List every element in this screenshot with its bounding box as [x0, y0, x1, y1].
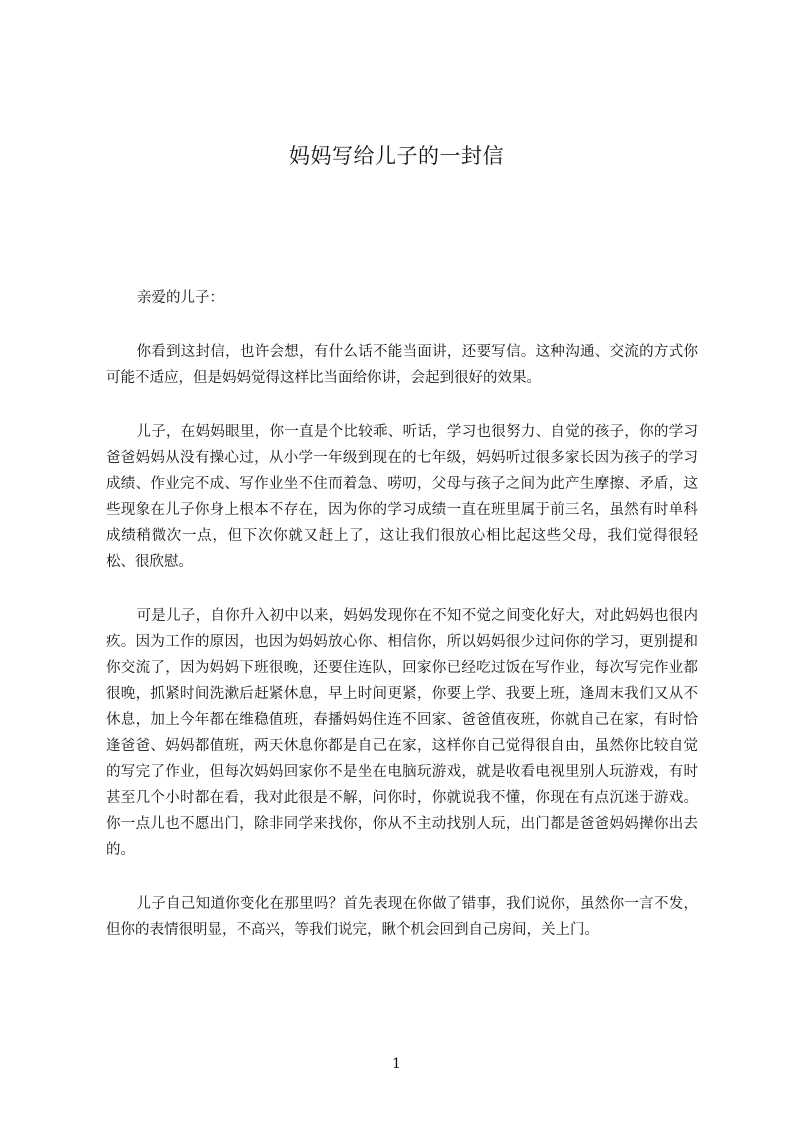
paragraph-3: 可是儿子，自你升入初中以来，妈妈发现你在不知不觉之间变化好大，对此妈妈也很内疚。因为工作的原因，也因为妈妈放心你、相信你，所以妈妈很少过问你的学习，更别提和你交流了，因为妈妈下班很晚，还要住连队，回家你已经吃过饭在写作业，每次写完作业都很晚，抓紧时间洗漱后赶紧休息，早上时间更紧，你要上学、我要上班，逢周末我们又从不休息，加上今年都在维稳值班，春播妈妈住连不回家、爸爸值夜班，你就自己在家，有时恰逢爸爸、妈妈都值班，两天休息你都是自己在家，这样你自己觉得很自由，虽然你比较自觉的写完了作业，但每次妈妈回家你不是坐在电脑玩游戏，就是收看电视里别人玩游戏，有时甚至几个小时都在看，我对此很是不解，问你时，你就说我不懂，你现在有点沉迷于游戏。你一点儿也不愿出门，除非同学来找你，你从不主动找别人玩，出门都是爸爸妈妈撵你出去的。 — [106, 608, 698, 858]
paragraph-2: 儿子，在妈妈眼里，你一直是个比较乖、听话，学习也很努力、自觉的孩子，你的学习爸爸妈妈从没有操心过，从小学一年级到现在的七年级，妈妈听过很多家长因为孩子的学习成绩、作业完不成、写作业坐不住而着急、唠叨，父母与孩子之间为此产生摩擦、矛盾，这些现象在儿子你身上根本不存在，因为你的学习成绩一直在班里属于前三名，虽然有时单科成绩稍微次一点，但下次你就又赶上了，这让我们很放心相比起这些父母，我们觉得很轻松、很欣慰。 — [106, 424, 698, 570]
page-number: 1 — [392, 1056, 401, 1072]
document-title: 妈妈写给儿子的一封信 — [289, 144, 504, 168]
salutation: 亲爱的儿子： — [137, 290, 224, 306]
paragraph-1: 你看到这封信，也许会想，有什么话不能当面讲，还要写信。这种沟通、交流的方式你可能不适应，但是妈妈觉得这样比当面给你讲，会起到很好的效果。 — [106, 344, 698, 386]
letter-body — [106, 285, 698, 971]
paragraph-4: 儿子自己知道你变化在那里吗？首先表现在你做了错事，我们说你，虽然你一言不发，但你的表情很明显，不高兴，等我们说完，瞅个机会回到自己房间，关上门。 — [106, 896, 698, 938]
